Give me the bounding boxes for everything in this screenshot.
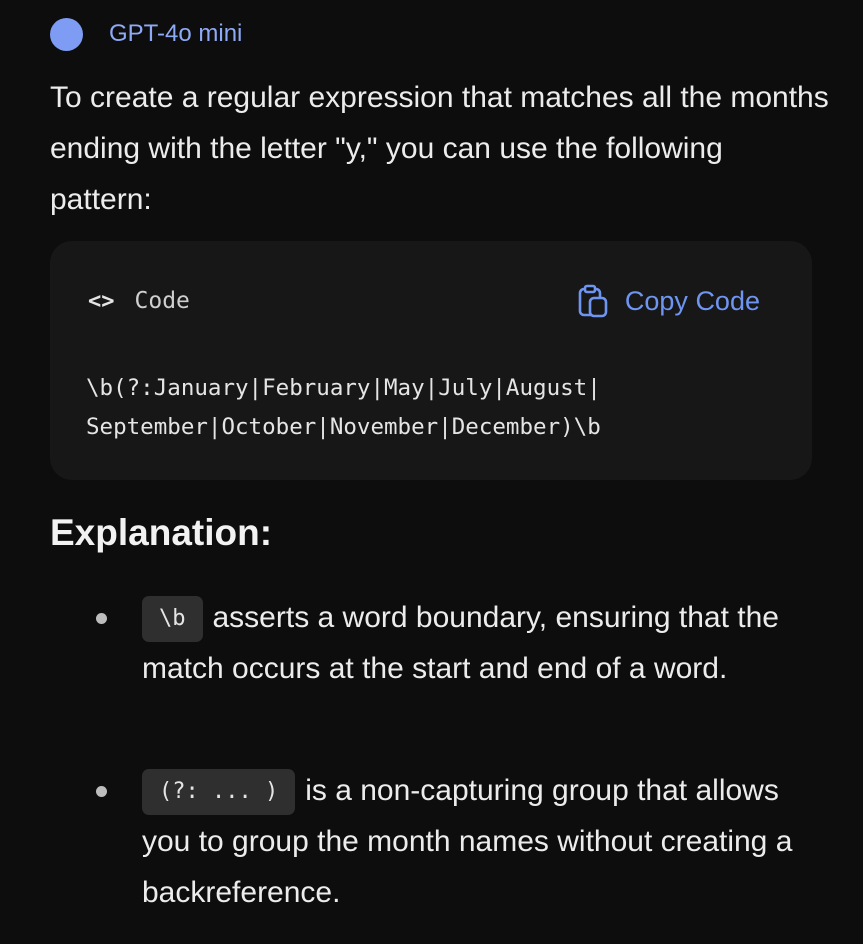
code-block: [50, 241, 812, 480]
copy-code-label: Copy Code: [624, 285, 760, 316]
list-item-text: is a non-capturing group that allows you to group the month names without creating a backreference.: [142, 774, 793, 909]
bullet-dot: [96, 613, 107, 624]
code-line: \b(?:January|February|May|July|August|: [86, 375, 601, 401]
model-header: [50, 16, 242, 52]
inline-code: \b: [142, 596, 203, 642]
inline-code: (?: ... ): [142, 769, 295, 815]
clipboard-icon: [577, 284, 609, 318]
list-item: [142, 765, 822, 918]
code-brackets-icon: <>: [88, 288, 115, 314]
model-name: GPT-4o mini: [109, 20, 243, 47]
bullet-dot: [96, 786, 107, 797]
list-item: [142, 592, 822, 694]
copy-code-button[interactable]: [577, 284, 760, 318]
code-block-header: [88, 283, 760, 319]
explanation-heading: Explanation:: [50, 512, 273, 553]
list-item-text: asserts a word boundary, ensuring that the match occurs at the start and end of a word.: [142, 601, 779, 685]
response-intro-text: To create a regular expression that matches all the months ending with the letter "y," you can use the following pattern:: [50, 81, 829, 216]
code-line: September|October|November|December)\b: [86, 414, 601, 440]
model-avatar: [50, 18, 83, 51]
code-language-text: Code: [134, 288, 190, 314]
code-language-label: [88, 288, 190, 314]
code-content: [86, 369, 786, 447]
